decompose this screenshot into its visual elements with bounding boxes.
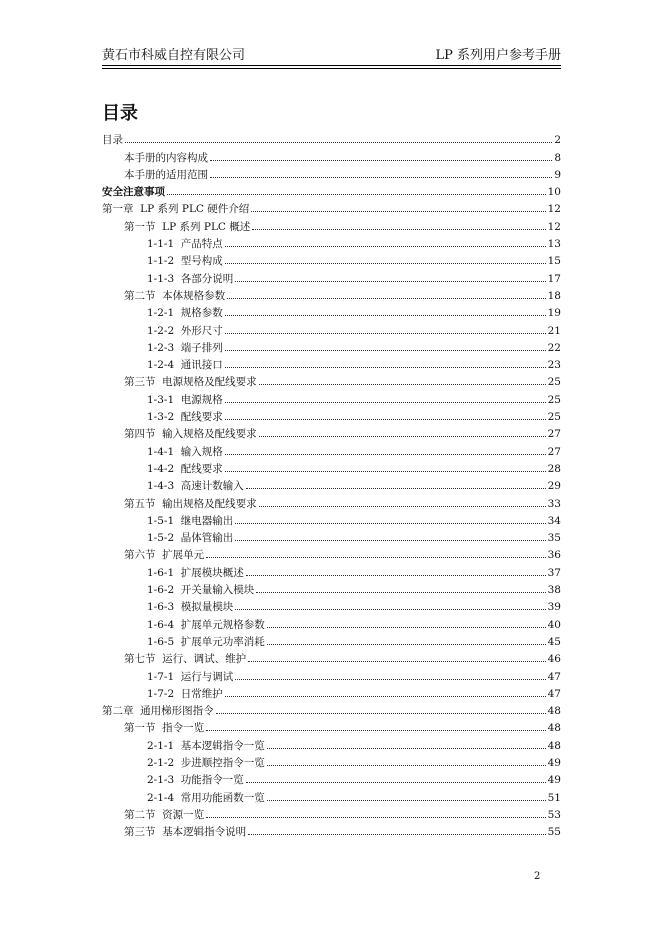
toc-entry[interactable] [102, 580, 561, 597]
toc-entry-page: 27 [547, 428, 561, 441]
toc-leader-dots [267, 627, 546, 628]
toc-entry-title: 1-2-2 外形尺寸 [147, 324, 223, 337]
toc-leader-dots [246, 782, 546, 783]
toc-entry[interactable] [102, 251, 561, 268]
header-rule-thick [102, 65, 561, 66]
toc-entry-title: 1-7-1 运行与调试 [147, 670, 234, 683]
toc-entry[interactable] [102, 684, 561, 701]
toc-leader-dots [235, 679, 545, 680]
toc-leader-dots [225, 471, 546, 472]
toc-entry-title: 1-3-2 配线要求 [147, 411, 223, 424]
toc-entry-page: 34 [547, 514, 561, 527]
toc-entry[interactable] [102, 286, 561, 303]
toc-entry-title: 2-1-2 步进顺控指令一览 [147, 756, 265, 769]
toc-entry-title: 1-6-1 扩展模块概述 [147, 566, 244, 579]
toc-entry-page: 10 [547, 186, 561, 199]
toc-entry-title: 2-1-4 常用功能函数一览 [147, 791, 265, 804]
toc-entry-title: 1-4-3 高速计数输入 [147, 480, 244, 493]
toc-entry-title: 1-7-2 日常维护 [147, 687, 223, 700]
toc-entry-page: 45 [547, 635, 561, 648]
toc-leader-dots [267, 644, 546, 645]
toc-leader-dots [259, 436, 546, 437]
toc-leader-dots [206, 817, 545, 818]
toc-entry-page: 13 [547, 238, 561, 251]
toc-entry-page: 17 [547, 272, 561, 285]
page-title: 目录 [102, 103, 138, 124]
toc-leader-dots [225, 696, 546, 697]
toc-entry-page: 37 [547, 566, 561, 579]
toc-entry-page: 38 [547, 584, 561, 597]
toc-entry-title: 1-6-2 开关量输入模块 [147, 584, 255, 597]
toc-entry-title: 第二节 本体规格参数 [124, 289, 226, 302]
toc-leader-dots [251, 211, 545, 212]
toc-entry-title: 1-5-2 晶体管输出 [147, 532, 234, 545]
toc-entry-page: 48 [547, 705, 561, 718]
toc-entry[interactable] [102, 701, 561, 718]
toc-entry-title: 1-5-1 继电器输出 [147, 514, 234, 527]
toc-entry-page: 46 [547, 653, 561, 666]
toc-entry-title: 目录 [102, 134, 123, 147]
toc-entry-page: 12 [547, 203, 561, 216]
toc-leader-dots [206, 557, 545, 558]
toc-entry[interactable] [102, 649, 561, 666]
toc-entry[interactable] [102, 389, 561, 406]
toc-entry-title: 1-6-4 扩展单元规格参数 [147, 618, 265, 631]
toc-leader-dots [235, 540, 545, 541]
toc-entry-page: 25 [547, 393, 561, 406]
toc-entry-page: 51 [547, 791, 561, 804]
toc-leader-dots [227, 298, 545, 299]
toc-leader-dots [216, 713, 546, 714]
toc-entry-title: 本手册的内容构成 [124, 151, 208, 164]
toc-entry-title: 第三节 基本逻辑指令说明 [124, 826, 247, 839]
toc-entry-title: 1-1-1 产品特点 [147, 238, 223, 251]
toc-entry[interactable] [102, 753, 561, 770]
toc-entry-title: 第六节 扩展单元 [124, 549, 205, 562]
toc-entry[interactable] [102, 770, 561, 787]
toc-entry-title: 1-1-2 型号构成 [147, 255, 223, 268]
toc-entry-page: 25 [547, 411, 561, 424]
toc-leader-dots [210, 177, 552, 178]
toc-entry[interactable] [102, 355, 561, 372]
toc-entry[interactable] [102, 303, 561, 320]
toc-leader-dots [246, 488, 546, 489]
toc-leader-dots [235, 609, 545, 610]
toc-leader-dots [248, 661, 545, 662]
toc-entry-page: 33 [547, 497, 561, 510]
toc-entry-page: 53 [547, 808, 561, 821]
header-manual-title: LP 系列用户参考手册 [435, 48, 561, 63]
toc-entry[interactable] [102, 545, 561, 562]
header-company: 黄石市科威自控有限公司 [102, 48, 246, 63]
toc-entry[interactable] [102, 632, 561, 649]
toc-entry-title: 第二节 资源一览 [124, 808, 205, 821]
toc-entry-title: 1-6-5 扩展单元功率消耗 [147, 635, 265, 648]
toc-entry[interactable] [102, 528, 561, 545]
toc-entry[interactable] [102, 372, 561, 389]
toc-leader-dots [256, 592, 545, 593]
toc-entry-title: 安全注意事项 [102, 186, 165, 199]
toc-entry[interactable] [102, 338, 561, 355]
toc-entry-page: 23 [547, 359, 561, 372]
toc-entry-title: 第一节 LP 系列 PLC 概述 [124, 220, 251, 233]
toc-entry[interactable] [102, 459, 561, 476]
toc-entry-page: 49 [547, 774, 561, 787]
toc-entry-page: 18 [547, 289, 561, 302]
toc-leader-dots [267, 765, 546, 766]
toc-leader-dots [259, 384, 546, 385]
toc-entry-page: 35 [547, 532, 561, 545]
toc-entry[interactable] [102, 320, 561, 337]
toc-leader-dots [225, 419, 546, 420]
toc-leader-dots [225, 246, 546, 247]
toc-leader-dots [248, 834, 545, 835]
toc-entry-page: 2 [554, 134, 561, 147]
toc-entry-page: 22 [547, 341, 561, 354]
toc-entry[interactable] [102, 718, 561, 735]
toc-entry-title: 1-4-1 输入规格 [147, 445, 223, 458]
toc-entry-title: 第四节 输入规格及配线要求 [124, 428, 257, 441]
toc-entry-page: 47 [547, 670, 561, 683]
toc-entry[interactable] [102, 562, 561, 579]
toc-entry-title: 1-2-3 端子排列 [147, 341, 223, 354]
toc-entry-page: 28 [547, 462, 561, 475]
toc-leader-dots [267, 800, 546, 801]
toc-entry[interactable] [102, 182, 561, 199]
toc-leader-dots [210, 160, 552, 161]
toc-entry-page: 40 [547, 618, 561, 631]
toc-entry[interactable] [102, 268, 561, 285]
toc-leader-dots [235, 281, 545, 282]
toc-entry[interactable] [102, 614, 561, 631]
toc-entry[interactable] [102, 666, 561, 683]
toc-entry[interactable] [102, 735, 561, 752]
toc-entry[interactable] [102, 147, 561, 164]
toc-leader-dots [252, 229, 545, 230]
toc-leader-dots [206, 730, 545, 731]
toc-entry-title: 第五节 输出规格及配线要求 [124, 497, 257, 510]
toc-entry[interactable] [102, 787, 561, 804]
toc-entry-page: 55 [547, 826, 561, 839]
toc-leader-dots [246, 575, 546, 576]
toc-entry-title: 2-1-3 功能指令一览 [147, 774, 244, 787]
toc-entry-page: 29 [547, 480, 561, 493]
toc-entry-page: 25 [547, 376, 561, 389]
toc-leader-dots [267, 748, 546, 749]
toc-leader-dots [225, 315, 546, 316]
toc-entry-page: 47 [547, 687, 561, 700]
toc-entry-page: 48 [547, 739, 561, 752]
toc-entry[interactable] [102, 424, 561, 441]
toc-entry-title: 1-2-4 通讯接口 [147, 359, 223, 372]
toc-entry[interactable] [102, 234, 561, 251]
toc-entry[interactable] [102, 441, 561, 458]
toc-entry-page: 36 [547, 549, 561, 562]
toc-entry[interactable] [102, 805, 561, 822]
toc-entry-title: 第二章 通用梯形图指令 [102, 705, 214, 718]
toc-entry-page: 15 [547, 255, 561, 268]
toc-leader-dots [259, 506, 546, 507]
toc-entry-title: 1-4-2 配线要求 [147, 462, 223, 475]
toc-leader-dots [225, 454, 546, 455]
toc-leader-dots [225, 263, 546, 264]
header-rule-thin [102, 68, 561, 69]
toc-entry-page: 49 [547, 756, 561, 769]
table-of-contents [102, 130, 561, 839]
page-number: 2 [534, 871, 541, 882]
toc-entry-title: 本手册的适用范围 [124, 168, 208, 181]
toc-entry-page: 48 [547, 722, 561, 735]
toc-leader-dots [235, 523, 545, 524]
toc-entry-title: 第三节 电源规格及配线要求 [124, 376, 257, 389]
toc-entry[interactable] [102, 165, 561, 182]
toc-entry-page: 27 [547, 445, 561, 458]
toc-entry-title: 1-2-1 规格参数 [147, 307, 223, 320]
toc-entry[interactable] [102, 216, 561, 233]
toc-entry[interactable] [102, 493, 561, 510]
page-header [102, 44, 561, 66]
toc-entry-title: 1-3-1 电源规格 [147, 393, 223, 406]
toc-entry-page: 39 [547, 601, 561, 614]
toc-leader-dots [225, 367, 546, 368]
toc-entry[interactable] [102, 597, 561, 614]
toc-entry[interactable] [102, 199, 561, 216]
toc-leader-dots [167, 194, 546, 195]
toc-entry[interactable] [102, 407, 561, 424]
toc-entry-title: 1-6-3 模拟量模块 [147, 601, 234, 614]
toc-leader-dots [225, 333, 546, 334]
toc-entry[interactable] [102, 511, 561, 528]
toc-leader-dots [225, 350, 546, 351]
toc-entry-title: 1-1-3 各部分说明 [147, 272, 234, 285]
toc-entry-page: 9 [554, 168, 561, 181]
toc-entry-title: 第七节 运行、调试、维护 [124, 653, 247, 666]
toc-entry-title: 第一章 LP 系列 PLC 硬件介绍 [102, 203, 250, 216]
toc-entry[interactable] [102, 130, 561, 147]
toc-entry-page: 19 [547, 307, 561, 320]
toc-entry-title: 2-1-1 基本逻辑指令一览 [147, 739, 265, 752]
toc-leader-dots [225, 402, 546, 403]
toc-entry[interactable] [102, 476, 561, 493]
toc-entry[interactable] [102, 822, 561, 839]
toc-leader-dots [125, 142, 552, 143]
toc-entry-page: 21 [547, 324, 561, 337]
toc-entry-page: 12 [547, 220, 561, 233]
toc-entry-page: 8 [554, 151, 561, 164]
toc-entry-title: 第一节 指令一览 [124, 722, 205, 735]
